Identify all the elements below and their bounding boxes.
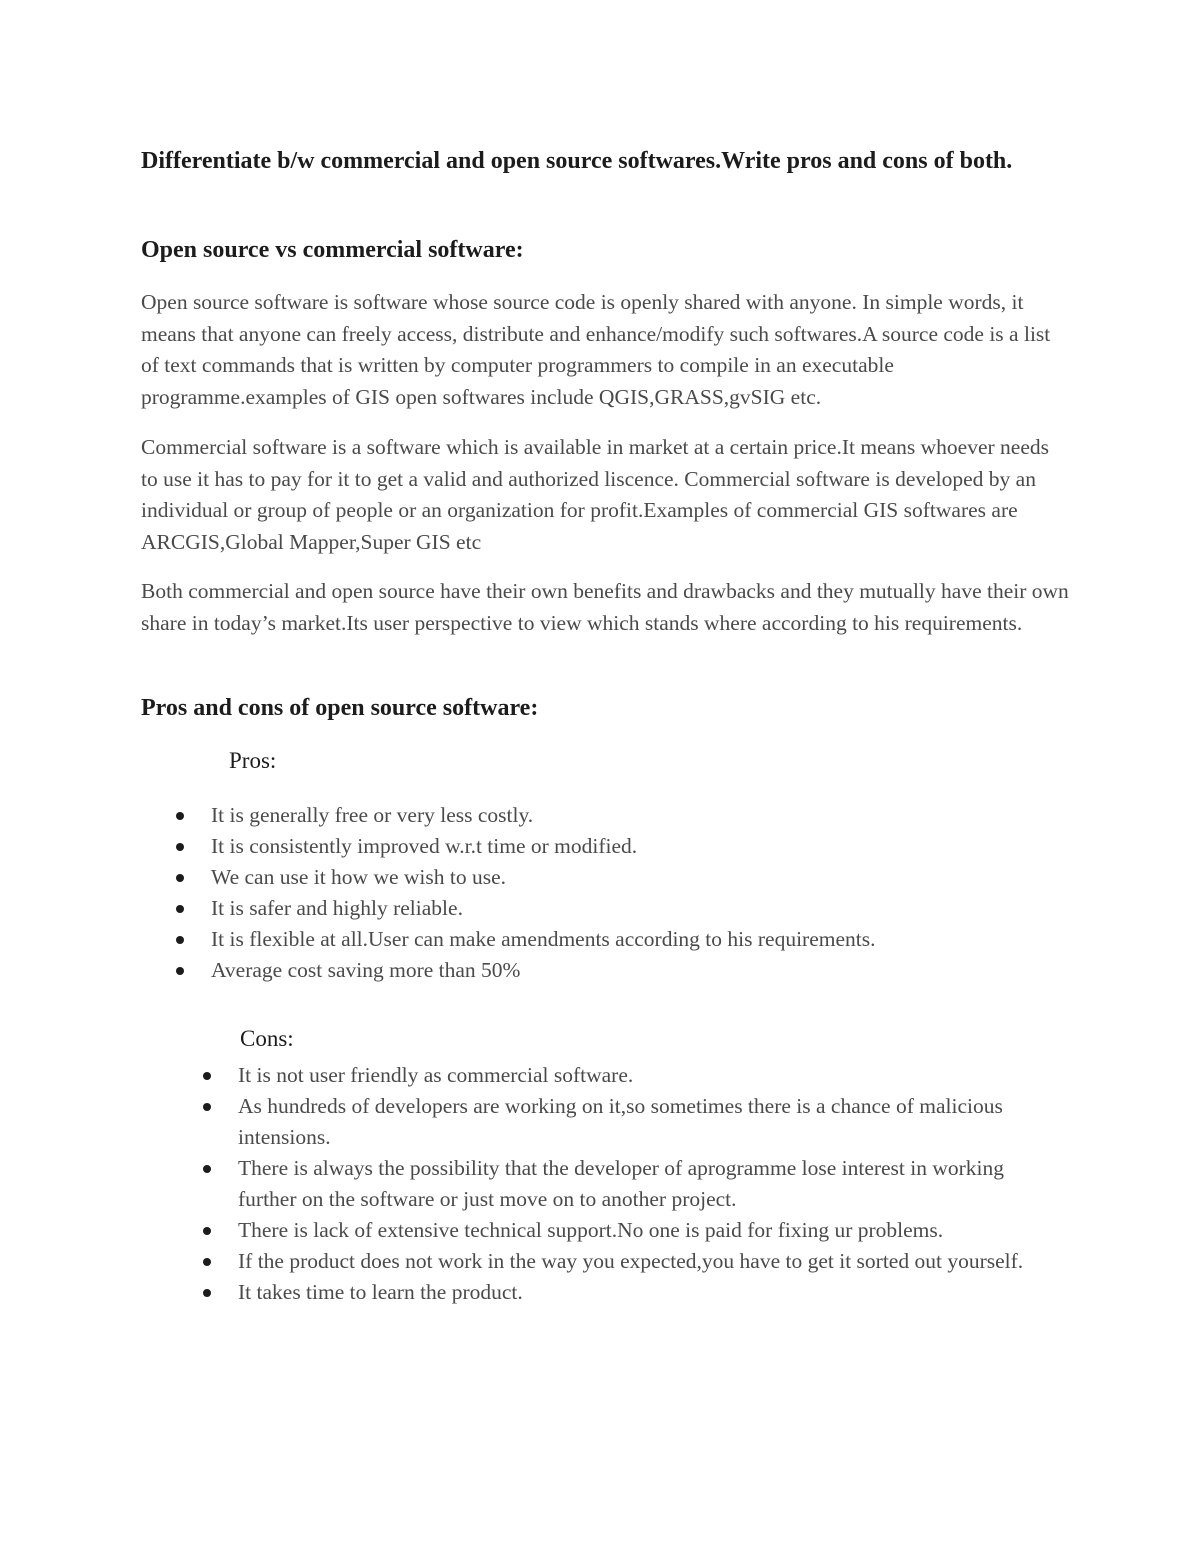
cons-label: Cons: (240, 1026, 294, 1051)
bullet-icon (203, 1072, 211, 1080)
paragraph-open-source: Open source software is software whose source code is openly shared with anyone. In simple words, it means that anyone can freely access, distribute and enhance/modify such softwares.A source code is a list of text commands that is written by computer programmers to compile in an executable programme.examples of GIS open softwares include QGIS,GRASS,gvSIG etc. (141, 290, 1051, 409)
list-item (238, 1277, 1038, 1308)
list-item-text: It is consistently improved w.r.t time or modified. (211, 834, 638, 858)
section-heading-pros-cons: Pros and cons of open source software: (141, 695, 539, 721)
list-item-text: If the product does not work in the way you expected,you have to get it sorted out yourself. (238, 1249, 1024, 1273)
bullet-icon (176, 905, 184, 913)
list-item (211, 955, 1111, 986)
pros-list (211, 800, 1111, 986)
list-item (211, 800, 1111, 831)
list-item-text: It is not user friendly as commercial software. (238, 1063, 634, 1087)
list-item-text: It is safer and highly reliable. (211, 896, 463, 920)
pros-label: Pros: (229, 748, 277, 773)
paragraph-both: Both commercial and open source have their own benefits and drawbacks and they mutually have their own share in today’s market.Its user perspective to view which stands where according to his requirements. (141, 579, 1069, 635)
bullet-icon (203, 1165, 211, 1173)
bullet-icon (203, 1227, 211, 1235)
list-item (211, 831, 1111, 862)
bullet-icon (176, 812, 184, 820)
paragraph-commercial: Commercial software is a software which is available in market at a certain price.It means whoever needs to use it has to pay for it to get a valid and authorized liscence. Commercial software is developed by an individual or group of people or an organization for profit.Examples of commercial GIS softwares are ARCGIS,Global Mapper,Super GIS etc (141, 435, 1050, 554)
list-item-text: It is generally free or very less costly. (211, 803, 534, 827)
list-item (211, 924, 1111, 955)
list-item-text: It is flexible at all.User can make amendments according to his requirements. (211, 927, 876, 951)
cons-list (238, 1060, 1038, 1308)
bullet-icon (176, 967, 184, 975)
bullet-icon (203, 1258, 211, 1266)
list-item-text: There is always the possibility that the developer of aprogramme lose interest in working further on the software or just move on to another project. (238, 1156, 1005, 1211)
list-item (238, 1091, 1038, 1153)
list-item (211, 893, 1111, 924)
list-item (238, 1246, 1038, 1277)
list-item (238, 1153, 1038, 1215)
bullet-icon (176, 874, 184, 882)
list-item-text: Average cost saving more than 50% (211, 958, 521, 982)
bullet-icon (203, 1103, 211, 1111)
list-item (238, 1215, 1038, 1246)
list-item-text: We can use it how we wish to use. (211, 865, 507, 889)
list-item (238, 1060, 1038, 1091)
bullet-icon (176, 936, 184, 944)
list-item-text: There is lack of extensive technical support.No one is paid for fixing ur problems. (238, 1218, 944, 1242)
bullet-icon (203, 1289, 211, 1297)
bullet-icon (176, 843, 184, 851)
list-item-text: As hundreds of developers are working on it,so sometimes there is a chance of malicious intensions. (238, 1094, 1003, 1149)
list-item (211, 862, 1111, 893)
list-item-text: It takes time to learn the product. (238, 1280, 523, 1304)
document-title: Differentiate b/w commercial and open source softwares.Write pros and cons of both. (141, 148, 1013, 174)
section-heading-comparison: Open source vs commercial software: (141, 237, 524, 263)
